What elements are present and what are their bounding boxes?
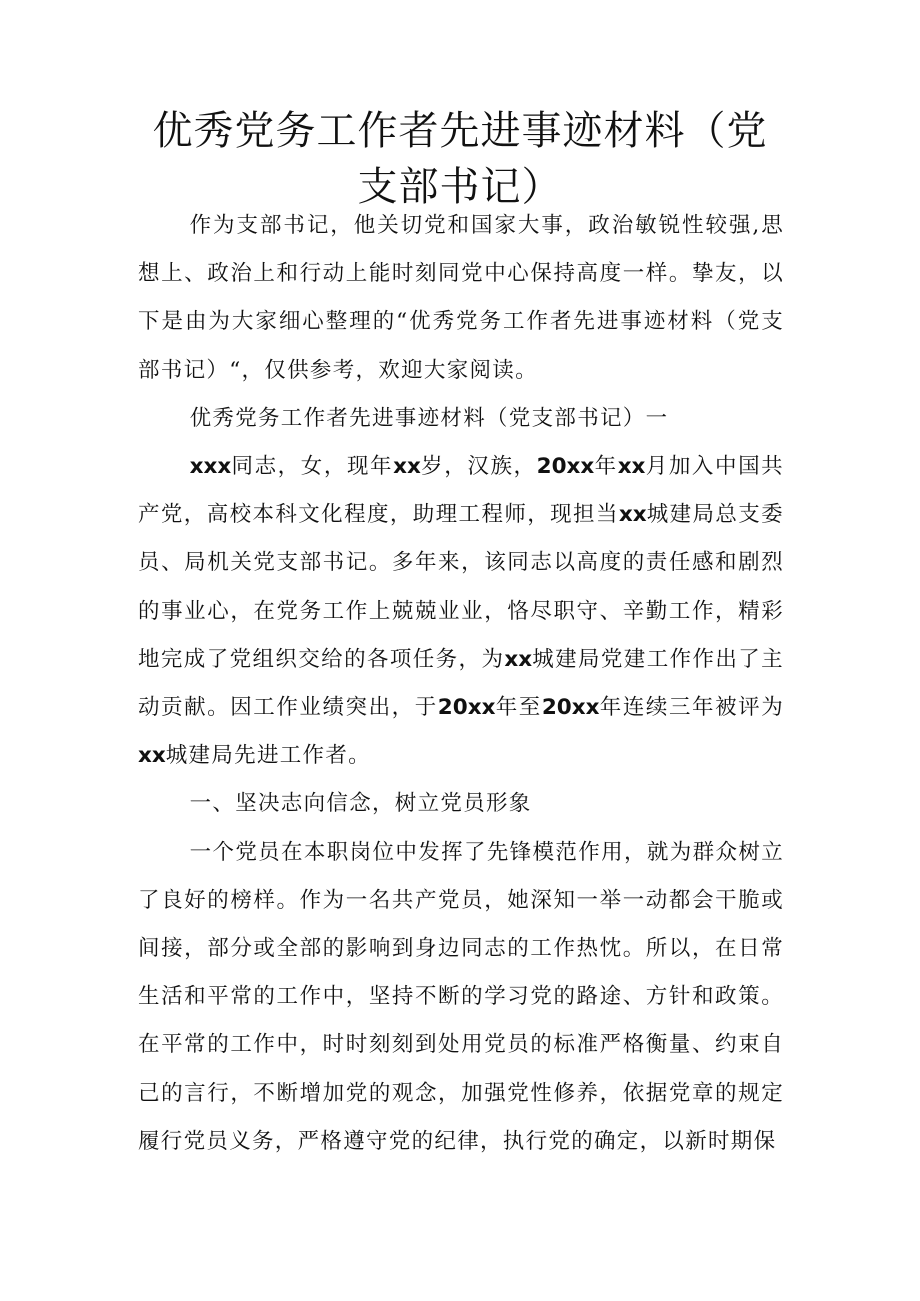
text-run: 岁，汉族，	[420, 454, 537, 480]
text-run: 年连续三年被评为	[599, 695, 784, 721]
section-heading: 一、坚决志向信念，树立党员形象	[189, 791, 532, 817]
year-placeholder: 20xx	[541, 695, 600, 721]
month-placeholder: xx	[617, 454, 646, 480]
text-run: 城建局先进工作者。	[165, 743, 371, 769]
text-run: 同志，女，现年	[231, 454, 394, 480]
name-placeholder: xxx	[189, 454, 232, 480]
city-placeholder: xx	[618, 502, 647, 528]
intro-paragraph: 作为支部书记，他关切党和国家大事，政治敏锐性较强,思想上、政治上和行动上能时刻同党中心保持高度一样。挚友，以下是由为大家细心整理的“优秀党务工作者先进事迹材料（党支部书记）“，仅供参考，欢迎大家阅读。	[138, 213, 784, 383]
year-placeholder: 20xx	[536, 454, 595, 480]
document-title: 优秀党务工作者先进事迹材料（党支部书记）	[152, 108, 768, 210]
section-subtitle: 优秀党务工作者先进事迹材料（党支部书记）一	[189, 405, 669, 431]
city-placeholder: xx	[138, 743, 166, 769]
document-body	[138, 202, 784, 1166]
profile-paragraph	[138, 443, 784, 780]
text-run: 城建局党建工作作出了主动贡献。因工作业绩突出，于	[138, 646, 784, 721]
text-run: 月加入中国共产党，高校本科文化程度，助理工程师，现担当	[138, 454, 784, 528]
age-placeholder: xx	[393, 454, 421, 480]
text-run: 城建局总支委员、局机关党支部书记。多年来，该同志以高度的责任感和剧烈的事业心，在党务工作上兢兢业业，恪尽职守、辛勤工作，精彩地完成了党组织交给的各项任务，为	[138, 502, 784, 672]
text-run: 年至	[495, 695, 542, 721]
body-paragraph: 一个党员在本职岗位中发挥了先锋模范作用，就为群众树立了良好的榜样。作为一名共产党员，她深知一举一动都会干脆或间接，部分或全部的影响到身边同志的工作热忱。所以，在日常生活和平常的工作中，坚持不断的学习党的路途、方针和政策。在平常的工作中，时时刻刻到处用党员的标准严格衡量、约束自己的言行，不断增加党的观念，加强党性修养，依据党章的规定履行党员义务，严格遵守党的纪律，执行党的确定，以新时期保	[138, 839, 784, 1154]
text-run: 年	[594, 454, 618, 480]
city-placeholder: xx	[504, 646, 533, 672]
year-placeholder: 20xx	[437, 695, 496, 721]
